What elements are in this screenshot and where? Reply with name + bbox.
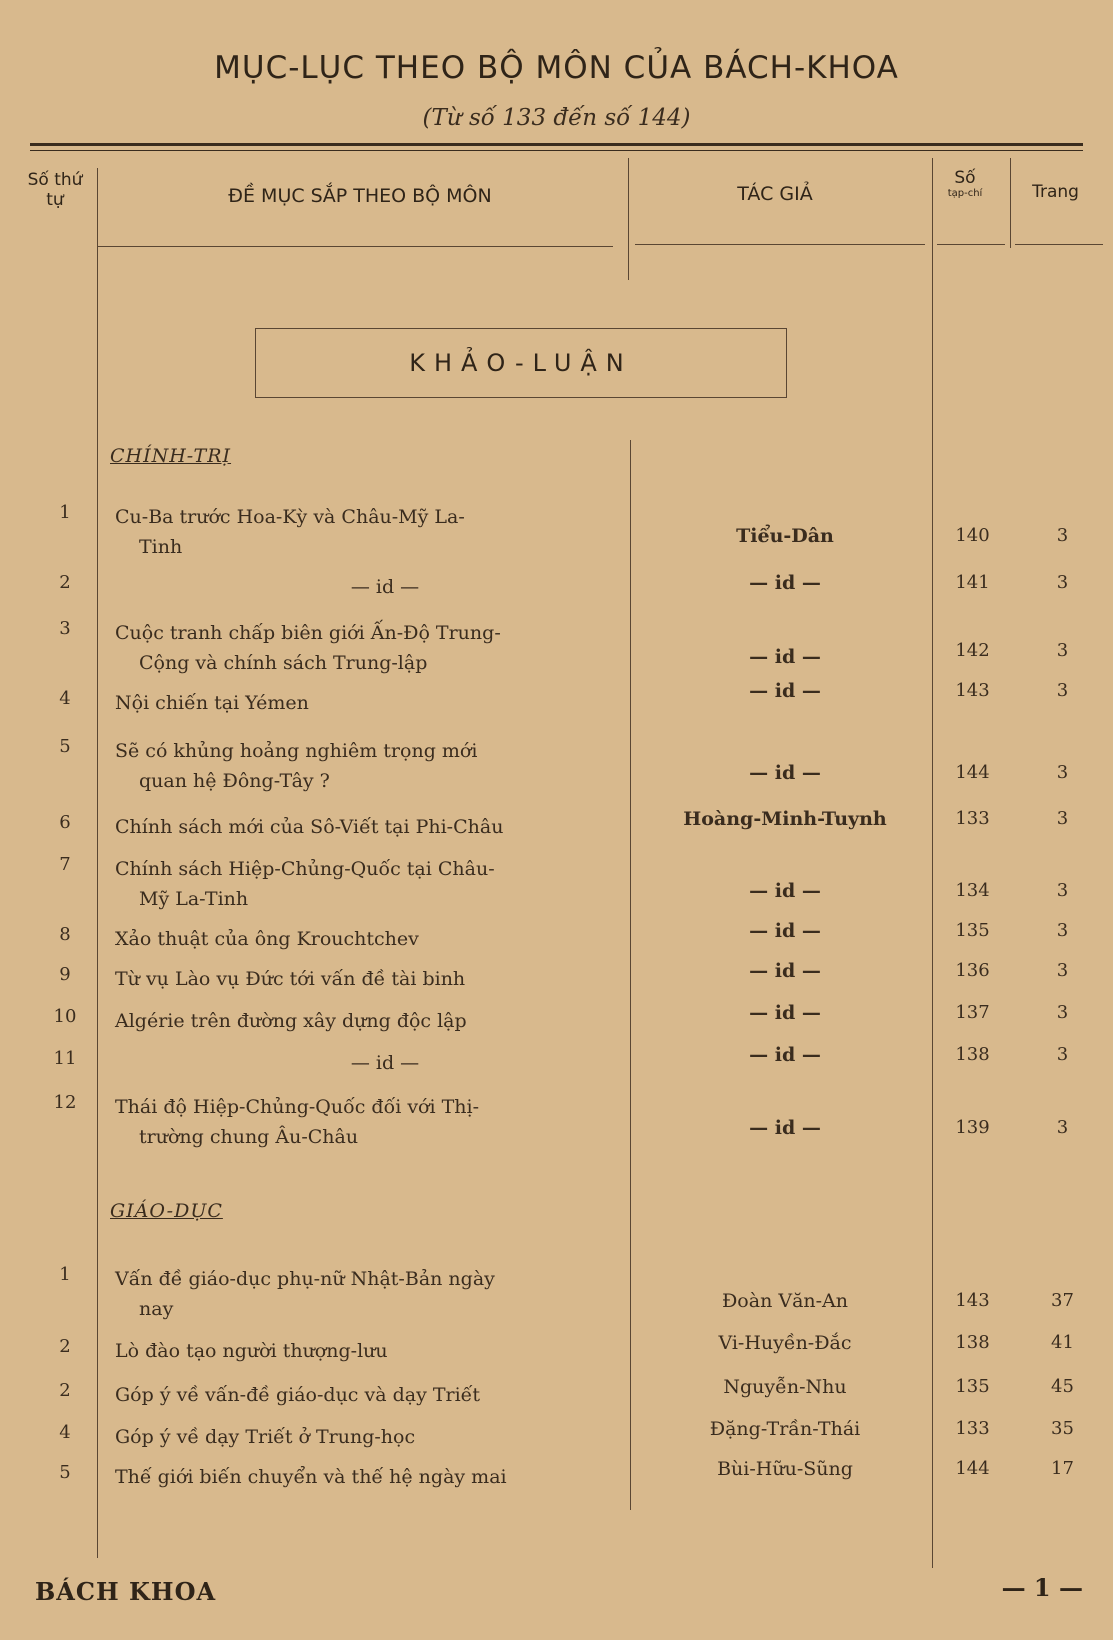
row-page: 3 bbox=[1056, 1044, 1069, 1065]
row-number: 10 bbox=[53, 1006, 77, 1027]
row-issue: 133 bbox=[955, 808, 990, 829]
row-issue: 133 bbox=[955, 1418, 990, 1439]
row-number: 11 bbox=[53, 1048, 77, 1069]
row-title: Cu-Ba trước Hoa-Kỳ và Châu-Mỹ La- Tinh bbox=[115, 506, 465, 558]
row-author: — id — bbox=[749, 680, 821, 702]
row-page: 3 bbox=[1056, 1002, 1069, 1023]
section-heading-box bbox=[255, 328, 787, 398]
row-title: — id — bbox=[350, 576, 420, 598]
row-issue: 135 bbox=[955, 1376, 990, 1397]
category-heading: CHÍNH-TRỊ bbox=[110, 445, 232, 467]
row-title: Thế giới biến chuyển và thế hệ ngày mai bbox=[115, 1466, 507, 1488]
col-divider-1 bbox=[97, 168, 98, 1558]
row-author: Bùi-Hữu-Sũng bbox=[717, 1458, 853, 1480]
row-author: Đặng-Trần-Thái bbox=[709, 1418, 861, 1440]
row-title: Góp ý về vấn-đề giáo-dục và dạy Triết bbox=[115, 1384, 481, 1406]
row-page: 3 bbox=[1056, 880, 1069, 901]
row-number: 3 bbox=[59, 618, 71, 639]
row-page: 3 bbox=[1056, 808, 1069, 829]
row-number: 4 bbox=[59, 1422, 71, 1443]
row-author: Nguyễn-Nhu bbox=[723, 1376, 847, 1398]
row-author: Vi-Huyền-Đắc bbox=[718, 1332, 852, 1354]
row-number: 6 bbox=[59, 812, 71, 833]
row-number: 12 bbox=[53, 1092, 77, 1113]
row-title: Nội chiến tại Yémen bbox=[115, 692, 309, 714]
row-issue: 138 bbox=[955, 1332, 990, 1353]
row-title: — id — bbox=[350, 1052, 420, 1074]
row-title: Từ vụ Lào vụ Đức tới vấn đề tài binh bbox=[115, 968, 466, 990]
row-author: Tiểu-Dân bbox=[736, 525, 834, 547]
row-number: 7 bbox=[59, 854, 71, 875]
row-title: Sẽ có khủng hoảng nghiêm trọng mới quan hệ Đông-Tây ? bbox=[115, 740, 478, 792]
row-issue: 144 bbox=[955, 762, 990, 783]
row-page: 37 bbox=[1051, 1290, 1074, 1311]
row-author: — id — bbox=[749, 1002, 821, 1024]
col-divider-2 bbox=[628, 158, 629, 280]
row-author: — id — bbox=[749, 646, 821, 668]
row-page: 45 bbox=[1051, 1376, 1074, 1397]
row-number: 2 bbox=[59, 1336, 71, 1357]
row-title: Lò đào tạo người thượng-lưu bbox=[115, 1340, 388, 1362]
row-issue: 135 bbox=[955, 920, 990, 941]
section-heading: KHẢO-LUẬN bbox=[409, 349, 633, 377]
row-issue: 143 bbox=[955, 680, 990, 701]
row-author: — id — bbox=[749, 920, 821, 942]
row-page: 3 bbox=[1056, 525, 1069, 546]
row-title: Góp ý về dạy Triết ở Trung-học bbox=[115, 1426, 416, 1448]
col-divider-3 bbox=[932, 158, 933, 1568]
row-number: 8 bbox=[59, 924, 71, 945]
row-number: 4 bbox=[59, 688, 71, 709]
header-underline-topic bbox=[98, 246, 613, 247]
category-heading: GIÁO-DỤC bbox=[110, 1200, 223, 1222]
row-issue: 141 bbox=[955, 572, 990, 593]
row-author: — id — bbox=[749, 572, 821, 594]
row-issue: 142 bbox=[955, 640, 990, 661]
row-title: Chính sách mới của Sô-Viết tại Phi-Châu bbox=[115, 816, 504, 838]
row-number: 9 bbox=[59, 964, 71, 985]
header-topic: ĐỀ MỤC SẮP THEO BỘ MÔN bbox=[228, 185, 492, 207]
row-issue: 137 bbox=[955, 1002, 990, 1023]
row-page: 3 bbox=[1056, 960, 1069, 981]
header-underline-author bbox=[635, 244, 925, 245]
page-subtitle: (Từ số 133 đến số 144) bbox=[422, 105, 691, 131]
col-divider-4 bbox=[1010, 158, 1011, 248]
row-number: 2 bbox=[59, 572, 71, 593]
footer-page-number: — 1 — bbox=[1001, 1573, 1083, 1602]
row-page: 3 bbox=[1056, 762, 1069, 783]
row-title: Cuộc tranh chấp biên giới Ấn-Độ Trung- Cộng và chính sách Trung-lập bbox=[115, 622, 501, 674]
header-number: Số thứ tự bbox=[27, 170, 83, 211]
row-title: Chính sách Hiệp-Chủng-Quốc tại Châu- Mỹ La-Tinh bbox=[115, 858, 495, 910]
row-issue: 138 bbox=[955, 1044, 990, 1065]
row-title: Algérie trên đường xây dựng độc lập bbox=[115, 1010, 467, 1032]
row-page: 3 bbox=[1056, 920, 1069, 941]
row-page: 41 bbox=[1051, 1332, 1074, 1353]
row-issue: 136 bbox=[955, 960, 990, 981]
row-page: 35 bbox=[1051, 1418, 1074, 1439]
row-title: Thái độ Hiệp-Chủng-Quốc đối với Thị- trường chung Âu-Châu bbox=[115, 1096, 480, 1148]
row-author: — id — bbox=[749, 1117, 821, 1139]
row-number: 5 bbox=[59, 736, 71, 757]
row-page: 17 bbox=[1051, 1458, 1074, 1479]
row-number: 2 bbox=[59, 1380, 71, 1401]
header-page: Trang bbox=[1032, 182, 1079, 202]
row-page: 3 bbox=[1056, 572, 1069, 593]
row-page: 3 bbox=[1056, 640, 1069, 661]
header-rule-bottom bbox=[30, 150, 1083, 151]
row-page: 3 bbox=[1056, 680, 1069, 701]
header-issue: Số tạp-chí bbox=[947, 168, 983, 200]
row-issue: 143 bbox=[955, 1290, 990, 1311]
row-author: — id — bbox=[749, 762, 821, 784]
header-rule-top bbox=[30, 143, 1083, 146]
row-issue: 134 bbox=[955, 880, 990, 901]
header-author: TÁC GIẢ bbox=[737, 183, 813, 205]
row-author: — id — bbox=[749, 1044, 821, 1066]
row-issue: 139 bbox=[955, 1117, 990, 1138]
header-underline-page bbox=[1015, 244, 1103, 245]
header-underline-issue bbox=[937, 244, 1005, 245]
row-author: Đoàn Văn-An bbox=[721, 1290, 849, 1312]
row-page: 3 bbox=[1056, 1117, 1069, 1138]
row-title: Xảo thuật của ông Krouchtchev bbox=[115, 928, 419, 950]
row-author: — id — bbox=[749, 880, 821, 902]
row-number: 1 bbox=[59, 1264, 71, 1285]
row-number: 1 bbox=[59, 502, 71, 523]
row-issue: 144 bbox=[955, 1458, 990, 1479]
row-author: — id — bbox=[749, 960, 821, 982]
row-title: Vấn đề giáo-dục phụ-nữ Nhật-Bản ngày nay bbox=[115, 1268, 495, 1320]
row-number: 5 bbox=[59, 1462, 71, 1483]
page-title: MỤC-LỤC THEO BỘ MÔN CỦA BÁCH-KHOA bbox=[214, 50, 899, 86]
row-author: Hoàng-Minh-Tuynh bbox=[683, 808, 887, 830]
row-issue: 140 bbox=[955, 525, 990, 546]
footer-publication: BÁCH KHOA bbox=[35, 1577, 217, 1606]
